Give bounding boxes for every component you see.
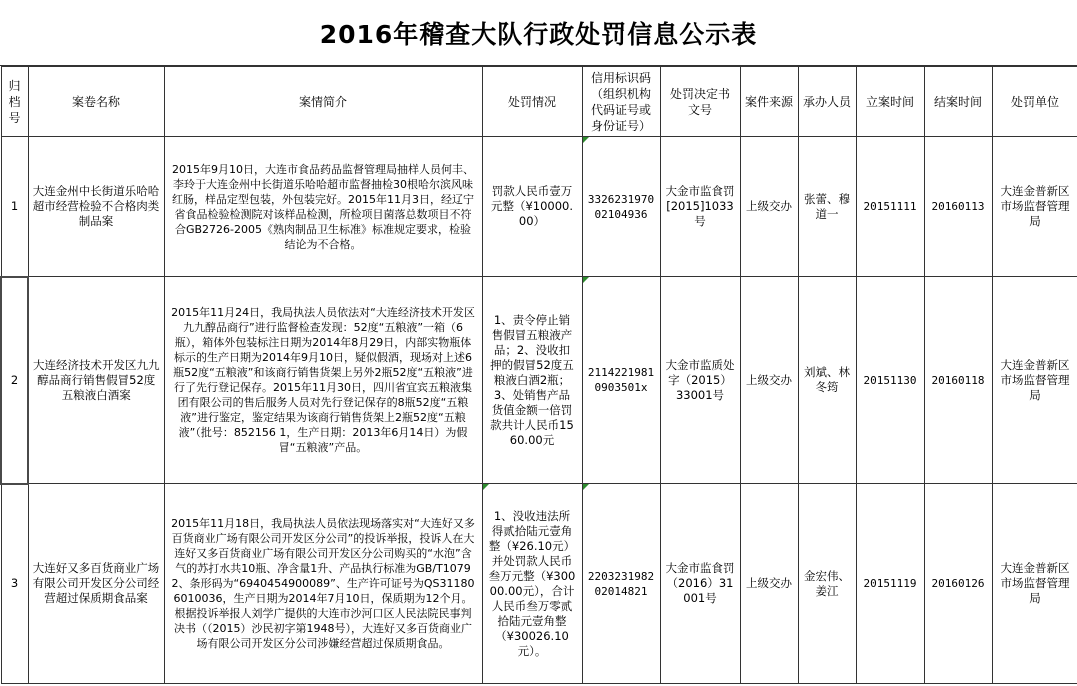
cell-penalty[interactable]	[482, 484, 582, 684]
cell-penalty-text: 1、没收违法所得贰拾陆元壹角整（¥26.10元）并处罚款人民币叁万元整（¥30000.00元），合计人民币叁万零贰拾陆元壹角整（¥30026.10元）。	[488, 508, 576, 658]
cell-credit-code[interactable]	[582, 137, 660, 277]
cell-credit-code[interactable]	[582, 277, 660, 484]
cell-handlers[interactable]: 金宏伟、姜江	[798, 484, 856, 684]
cell-case-name[interactable]: 大连经济技术开发区九九醇品商行销售假冒52度五粮液白酒案	[28, 277, 164, 484]
cell-credit-code-text: 332623197002104936	[587, 192, 655, 221]
cell-handlers[interactable]: 刘斌、林冬筠	[798, 277, 856, 484]
cell-closed-date[interactable]: 20160126	[924, 484, 992, 684]
cell-handlers[interactable]: 张蕾、穆道一	[798, 137, 856, 277]
header-summary[interactable]: 案情简介	[164, 67, 482, 137]
cell-penalty[interactable]: 罚款人民币壹万元整（¥10000.00）	[482, 137, 582, 277]
cell-filed-date[interactable]: 20151111	[856, 137, 924, 277]
cell-decision-no[interactable]: 大金市监食罚[2015]1033号	[660, 137, 740, 277]
header-source[interactable]: 案件来源	[740, 67, 798, 137]
cell-case-name[interactable]: 大连好又多百货商业广场有限公司开发区分公司经营超过保质期食品案	[28, 484, 164, 684]
cell-closed-date[interactable]: 20160118	[924, 277, 992, 484]
cell-archive-no[interactable]: 2	[1, 277, 28, 484]
header-credit-code[interactable]: 信用标识码（组织机构代码证号或身份证号）	[582, 67, 660, 137]
header-archive-no[interactable]: 归档号	[1, 67, 28, 137]
cell-case-name[interactable]: 大连金州中长街道乐哈哈超市经营检验不合格肉类制品案	[28, 137, 164, 277]
cell-archive-no[interactable]: 3	[1, 484, 28, 684]
header-handlers[interactable]: 承办人员	[798, 67, 856, 137]
cell-filed-date[interactable]: 20151130	[856, 277, 924, 484]
header-decision-no[interactable]: 处罚决定书文号	[660, 67, 740, 137]
cell-agency[interactable]: 大连金普新区市场监督管理局	[992, 277, 1077, 484]
cell-credit-code[interactable]	[582, 484, 660, 684]
cell-credit-code-text: 220323198202014821	[587, 569, 655, 598]
table-row	[1, 277, 1077, 484]
header-case-name[interactable]: 案卷名称	[28, 67, 164, 137]
header-row	[1, 67, 1077, 137]
header-agency[interactable]: 处罚单位	[992, 67, 1077, 137]
cell-source[interactable]: 上级交办	[740, 484, 798, 684]
cell-summary[interactable]: 2015年11月18日，我局执法人员依法现场落实对“大连好又多百货商业广场有限公司开发区分公司”的投诉举报，投诉人在大连好又多百货商业广场有限公司开发区分公司购买的“水泡”含气的苏打水共10瓶、净含量1升、产品执行标准为GB/T10792、条形码为“6940454900089”、生产许可证号为QS311806010036，生产日期为2014年7月10日，保质期为12个月。根据投诉举报人刘学广提供的大连市沙河口区人民法院民事判决书（（2015）沙民初字第1948号），大连好又多百货商业广场有限公司开发区分公司涉嫌经营超过保质期食品。	[164, 484, 482, 684]
cell-penalty[interactable]: 1、责令停止销售假冒五粮液产品；2、没收扣押的假冒52度五粮液白酒2瓶；3、处销售产品货值金额一倍罚款共计人民币1560.00元	[482, 277, 582, 484]
header-closed-date[interactable]: 结案时间	[924, 67, 992, 137]
cell-summary[interactable]: 2015年11月24日，我局执法人员依法对“大连经济技术开发区九九醇品商行”进行监督检查发现：52度“五粮液”一箱（6瓶），箱体外包装标注日期为2014年8月29日，内部实物瓶体标示的生产日期为2014年9月10日，疑似假酒，现场对上述6瓶52度“五粮液”和该商行销售货架上另外2瓶52度“五粮液”进行了先行登记保存。2015年11月30日，四川省宜宾五粮液集团有限公司的售后服务人员对先行登记保存的8瓶52度“五粮液”进行鉴定，鉴定结果为该商行销售货架上2瓶52度“五粮液”（批号：852156 1，生产日期：2013年6月14日）为假冒“五粮液”产品。	[164, 277, 482, 484]
header-penalty[interactable]: 处罚情况	[482, 67, 582, 137]
penalty-table	[0, 66, 1077, 684]
cell-note-marker-icon	[483, 484, 489, 490]
cell-filed-date[interactable]: 20151119	[856, 484, 924, 684]
cell-archive-no[interactable]: 1	[1, 137, 28, 277]
cell-decision-no[interactable]: 大金市监质处字（2015）33001号	[660, 277, 740, 484]
cell-closed-date[interactable]: 20160113	[924, 137, 992, 277]
cell-source[interactable]: 上级交办	[740, 137, 798, 277]
cell-note-marker-icon	[583, 277, 589, 283]
cell-credit-code-text: 21142219810903501x	[587, 366, 655, 394]
sheet-title: 2016年稽查大队行政处罚信息公示表	[0, 0, 1077, 66]
cell-summary[interactable]: 2015年9月10日，大连市食品药品监督管理局抽样人员何丰、李玲于大连金州中长街道乐哈哈超市监督抽检30根哈尔滨风味红肠，样品定型包装，外包装完好。2015年11月3日，经辽宁省食品检验检测院对该样品检测，所检项目菌落总数项目不符合GB2726-2005《熟肉制品卫生标准》标准规定要求，检验结论为不合格。	[164, 137, 482, 277]
header-filed-date[interactable]: 立案时间	[856, 67, 924, 137]
cell-note-marker-icon	[583, 137, 589, 143]
cell-decision-no[interactable]: 大金市监食罚（2016）31001号	[660, 484, 740, 684]
cell-agency[interactable]: 大连金普新区市场监督管理局	[992, 137, 1077, 277]
cell-source[interactable]: 上级交办	[740, 277, 798, 484]
cell-note-marker-icon	[583, 484, 589, 490]
table-row	[1, 137, 1077, 277]
cell-agency[interactable]: 大连金普新区市场监督管理局	[992, 484, 1077, 684]
table-row	[1, 484, 1077, 684]
